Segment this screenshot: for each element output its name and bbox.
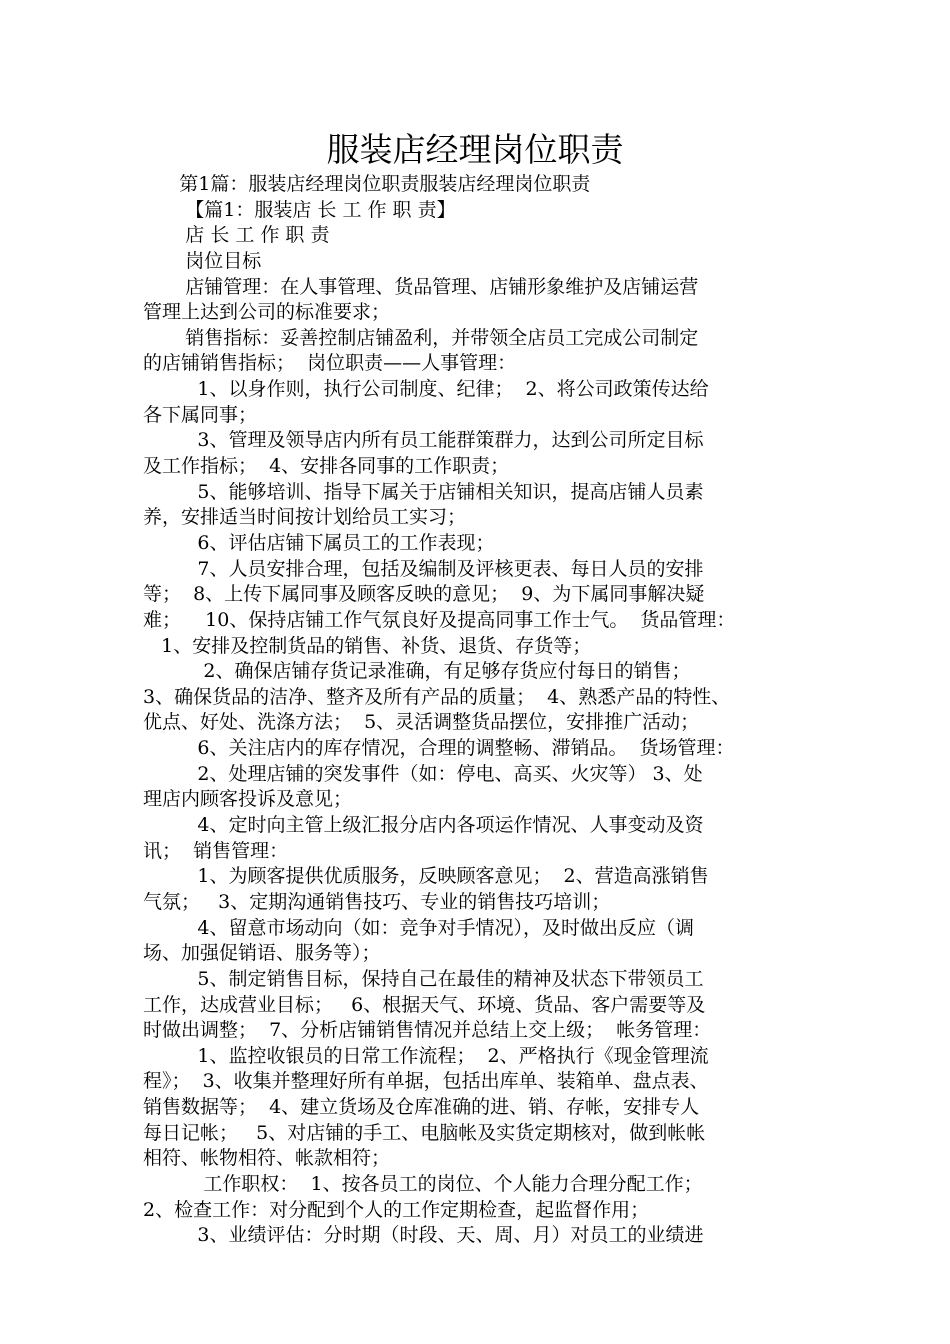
text-line: 讯； 销售管理： [143, 839, 289, 862]
text-line: 2、确保店铺存货记录准确，有足够存货应付每日的销售； [143, 660, 691, 683]
text-line: 店 长 工 作 职 责 [143, 224, 330, 247]
text-line: 难； 10、保持店铺工作气氛良好及提高同事工作士气。 货品管理： [143, 608, 736, 631]
text-line: 工作，达成营业目标； 6、根据天气、环境、货品、客户需要等及 [143, 993, 706, 1016]
text-line: 第1篇：服装店经理岗位职责服装店经理岗位职责 [143, 173, 591, 195]
text-line: 3、确保货品的洁净、整齐及所有产品的质量； 4、熟悉产品的特性、 [143, 685, 731, 708]
text-line: 店铺管理：在人事管理、货品管理、店铺形象维护及店铺运营 [143, 275, 699, 298]
text-line: 2、处理店铺的突发事件（如：停电、高买、火灾等） 3、处 [143, 762, 703, 785]
text-line: 6、评估店铺下属员工的工作表现； [143, 531, 495, 554]
text-line: 理店内顾客投诉及意见； [143, 788, 353, 811]
text-line: 程》； 3、收集并整理好所有单据，包括出库单、装箱单、盘点表、 [143, 1070, 709, 1093]
text-line: 4、留意市场动向（如：竞争对手情况），及时做出反应（调 [143, 916, 694, 939]
text-line: 等； 8、上传下属同事及顾客反映的意见； 9、为下属同事解决疑 [143, 583, 705, 606]
text-line: 3、管理及领导店内所有员工能群策群力，达到公司所定目标 [143, 429, 704, 452]
text-line: 每日记帐； 5、对店铺的手工、电脑帐及实货定期核对，做到帐帐 [143, 1121, 706, 1144]
text-line: 5、制定销售目标，保持自己在最佳的精神及状态下带领员工 [143, 967, 704, 990]
text-line: 4、定时向主管上级汇报分店内各项运作情况、人事变动及资 [143, 814, 704, 837]
text-line: 7、人员安排合理，包括及编制及评核更表、每日人员的安排 [143, 557, 704, 580]
text-line: 1、安排及控制货品的销售、补货、退货、存货等； [143, 634, 592, 657]
text-line: 销售数据等； 4、建立货场及仓库准确的进、销、存帐，安排专人 [143, 1096, 700, 1119]
text-line: 销售指标：妥善控制店铺盈利，并带领全店员工完成公司制定 [143, 326, 699, 349]
text-line: 1、监控收银员的日常工作流程； 2、严格执行《现金管理流 [143, 1044, 709, 1067]
text-line: 时做出调整； 7、分析店铺销售情况并总结上交上级； 帐务管理： [143, 1019, 712, 1042]
text-line: 的店铺销售指标； 岗位职责——人事管理： [143, 352, 517, 375]
text-line: 气氛； 3、定期沟通销售技巧、专业的销售技巧培训； [143, 890, 611, 913]
text-line: 工作职权： 1、按各员工的岗位、个人能力合理分配工作； [143, 1172, 703, 1195]
text-line: 管理上达到公司的标准要求； [143, 301, 391, 324]
text-line: 1、以身作则，执行公司制度、纪律； 2、将公司政策传达给 [143, 378, 709, 401]
text-line: 3、业绩评估：分时期（时段、天、周、月）对员工的业绩进 [143, 1224, 704, 1247]
text-line: 岗位目标 [143, 249, 262, 272]
text-line: 及工作指标； 4、安排各同事的工作职责； [143, 455, 510, 478]
text-line: 优点、好处、洗涤方法； 5、灵活调整货品摆位，安排推广活动； [143, 711, 700, 734]
text-line: 5、能够培训、指导下属关于店铺相关知识，提高店铺人员素 [143, 480, 704, 503]
text-line: 1、为顾客提供优质服务，反映顾客意见； 2、营造高涨销售 [143, 865, 709, 888]
text-line: 各下属同事； [143, 403, 258, 426]
text-line: 6、关注店内的库存情况，合理的调整畅、滞销品。 货场管理： [143, 737, 735, 760]
text-line: 相符、帐物相符、帐款相符； [143, 1147, 391, 1170]
text-line: 2、检查工作：对分配到个人的工作定期检查，起监督作用； [143, 1198, 650, 1221]
text-line: 场、加强促销语、服务等）； [143, 942, 381, 965]
document-body [143, 172, 823, 1249]
text-line: 养，安排适当时间按计划给员工实习； [143, 506, 467, 529]
text-line: 【篇1：服装店 长 工 作 职 责】 [143, 198, 456, 221]
document-title: 服装店经理岗位职责 [326, 130, 624, 169]
